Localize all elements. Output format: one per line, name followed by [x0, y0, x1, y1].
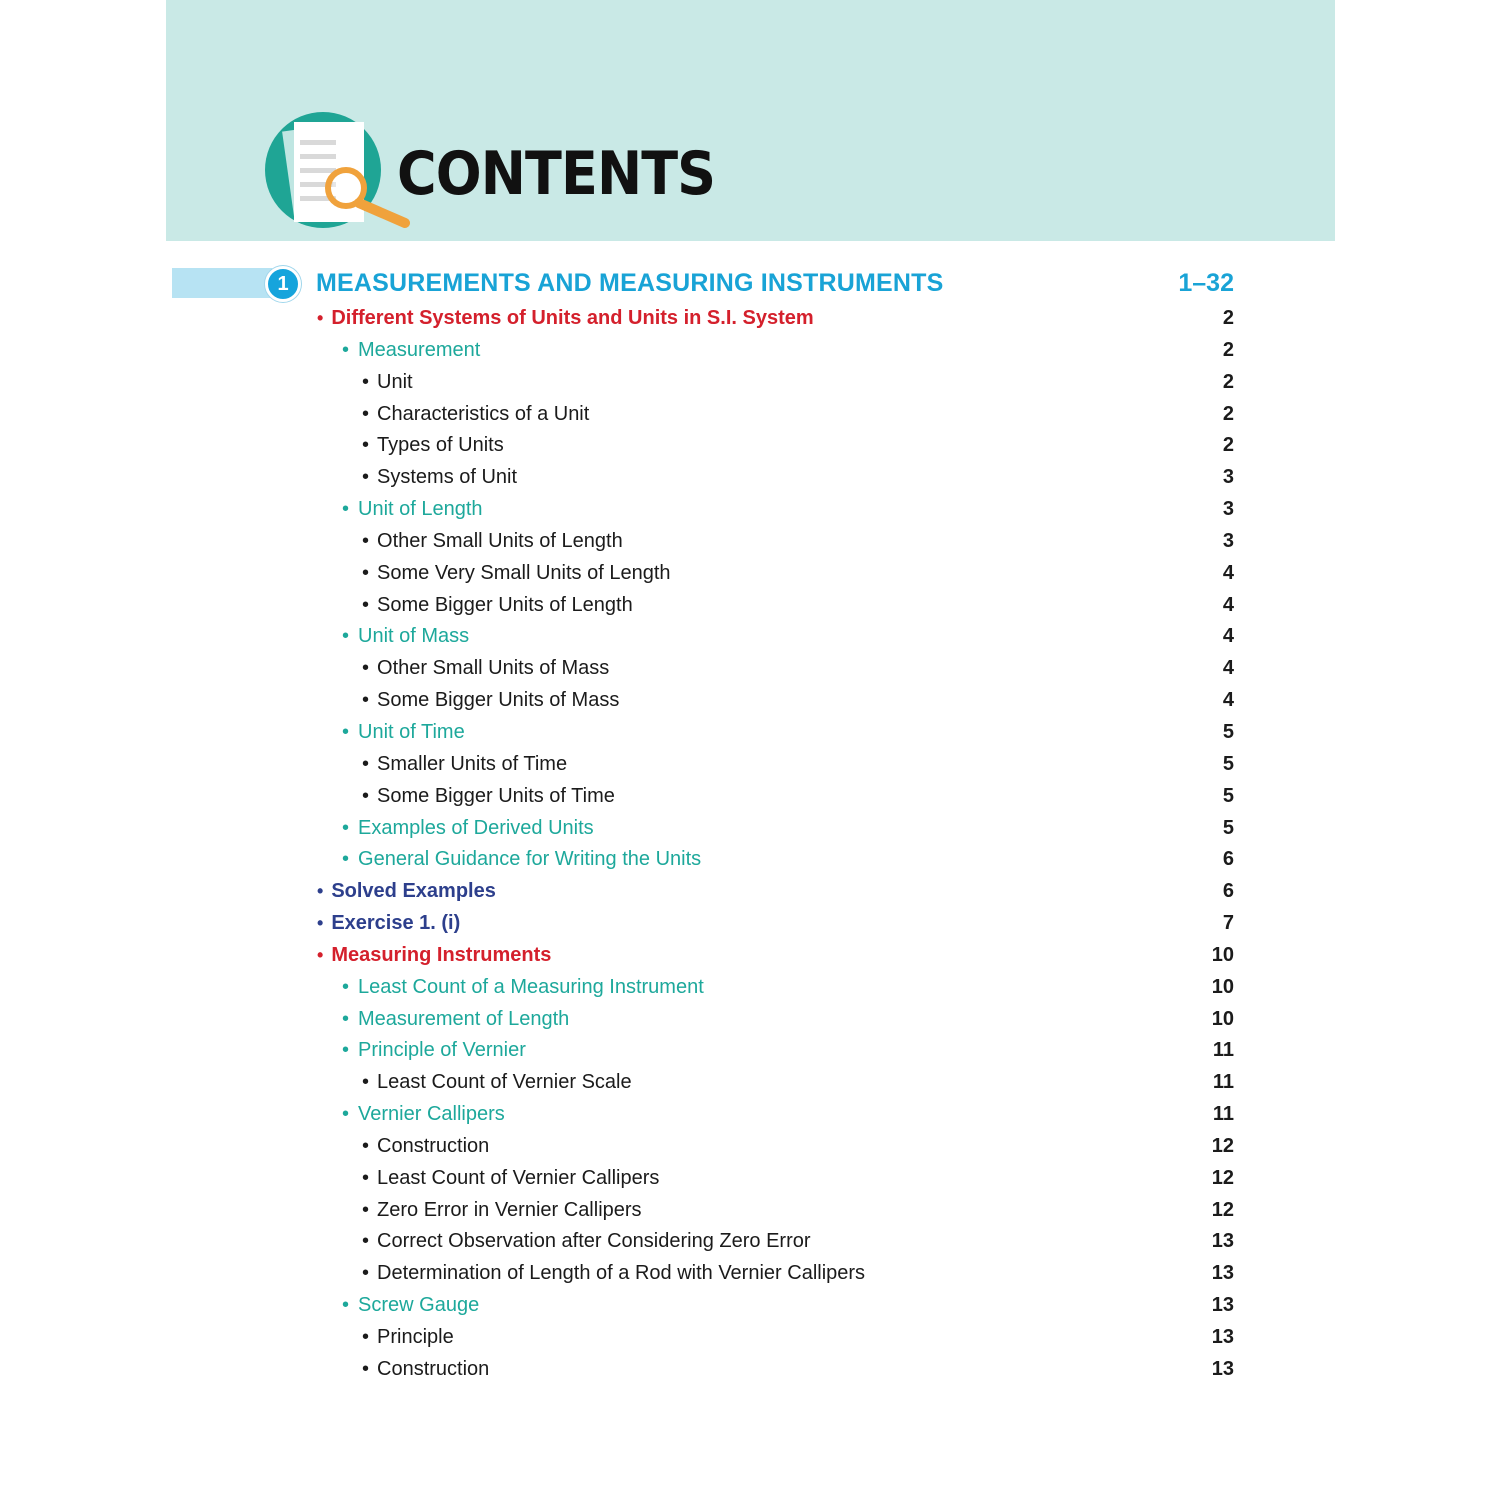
- toc-entry: [0, 461, 1501, 493]
- toc-page-number: 3: [1222, 529, 1234, 552]
- toc-entry-title: [362, 688, 619, 712]
- toc-page-number: 2: [1222, 402, 1234, 425]
- toc-entry: [0, 780, 1501, 812]
- toc-entry-label: Other Small Units of Mass: [377, 657, 610, 680]
- toc-entry-label: Characteristics of a Unit: [377, 402, 590, 425]
- toc-entry-label: Unit of Mass: [358, 625, 470, 648]
- toc-entry-title: [362, 1134, 489, 1158]
- bullet-icon: •: [362, 1134, 370, 1157]
- toc-entry-title: [362, 561, 671, 585]
- toc-entry-label: Least Count of Vernier Scale: [377, 1071, 632, 1094]
- toc-entry: [0, 1034, 1501, 1066]
- bullet-icon: •: [342, 338, 350, 361]
- toc-entry: [0, 716, 1501, 748]
- toc-entry-title: [362, 1198, 642, 1222]
- toc-page-number: 5: [1222, 816, 1234, 839]
- toc-page-number: 6: [1222, 848, 1234, 871]
- toc-entry: [0, 748, 1501, 780]
- toc-entry: [0, 429, 1501, 461]
- toc-entry: [0, 652, 1501, 684]
- toc-page-number: 12: [1211, 1198, 1234, 1221]
- toc-entry-label: Unit: [377, 370, 413, 393]
- toc-page-number: 10: [1211, 1007, 1234, 1030]
- bullet-icon: •: [362, 1071, 370, 1094]
- toc-page-number: 3: [1222, 498, 1234, 521]
- toc-entry: [0, 620, 1501, 652]
- toc-entry-title: [342, 624, 469, 648]
- toc-page-number: 10: [1211, 943, 1234, 966]
- toc-entry-label: Least Count of a Measuring Instrument: [358, 975, 704, 998]
- toc-entry-title: [362, 1229, 811, 1253]
- toc-entry-title: [342, 847, 701, 871]
- toc-entry: [0, 1130, 1501, 1162]
- toc-page-number: 5: [1222, 752, 1234, 775]
- toc-entry: [0, 1321, 1501, 1353]
- toc-entry: [0, 334, 1501, 366]
- chapter-title: MEASUREMENTS AND MEASURING INSTRUMENTS: [316, 269, 944, 297]
- toc-entry-title: [362, 1166, 659, 1190]
- toc-entry: [0, 843, 1501, 875]
- toc-page-number: 2: [1222, 370, 1234, 393]
- chapter-page-range: 1–32: [1178, 269, 1234, 297]
- page-title: CONTENTS: [397, 139, 716, 209]
- bullet-icon: •: [362, 657, 370, 680]
- toc-entry-title: [362, 593, 633, 617]
- bullet-icon: •: [317, 944, 324, 965]
- table-of-contents: [0, 302, 1501, 1385]
- bullet-icon: •: [362, 402, 370, 425]
- toc-entry: [0, 812, 1501, 844]
- bullet-icon: •: [362, 434, 370, 457]
- toc-page-number: 2: [1222, 338, 1234, 361]
- toc-page-number: 13: [1211, 1357, 1234, 1380]
- chapter-number-badge: 1: [265, 266, 301, 302]
- toc-entry-label: Some Bigger Units of Time: [377, 784, 615, 807]
- toc-entry-label: Zero Error in Vernier Callipers: [377, 1198, 642, 1221]
- bullet-icon: •: [342, 625, 350, 648]
- toc-entry-title: [317, 943, 551, 967]
- toc-entry-title: [362, 433, 504, 457]
- toc-entry: [0, 366, 1501, 398]
- bullet-icon: •: [342, 1294, 350, 1317]
- bullet-icon: •: [362, 529, 370, 552]
- toc-page-number: 11: [1212, 1071, 1234, 1094]
- toc-page-number: 13: [1211, 1326, 1234, 1348]
- toc-entry: [0, 1257, 1501, 1289]
- bullet-icon: •: [342, 1103, 350, 1126]
- bullet-icon: •: [317, 913, 324, 934]
- toc-entry-title: [362, 1357, 489, 1381]
- bullet-icon: •: [342, 1007, 350, 1030]
- toc-entry-title: [362, 529, 623, 553]
- toc-entry-label: Correct Observation after Considering Zero Error: [377, 1230, 811, 1253]
- bullet-icon: •: [317, 881, 324, 902]
- toc-entry-label: Other Small Units of Length: [377, 529, 623, 552]
- toc-entry-title: [342, 1007, 569, 1031]
- toc-entry-label: Different Systems of Units and Units in S.I. System: [331, 307, 814, 329]
- toc-entry-label: Measurement of Length: [358, 1007, 570, 1030]
- bullet-icon: •: [342, 1039, 350, 1062]
- toc-page-number: 13: [1211, 1262, 1234, 1285]
- toc-entry-title: [362, 784, 615, 808]
- bullet-icon: •: [362, 370, 370, 393]
- toc-page-number: 11: [1212, 1039, 1234, 1062]
- bullet-icon: •: [362, 1326, 370, 1348]
- toc-entry-title: [362, 370, 413, 394]
- toc-entry-label: Some Bigger Units of Mass: [377, 689, 620, 712]
- toc-entry-title: [342, 720, 465, 744]
- bullet-icon: •: [362, 1166, 370, 1189]
- bullet-icon: •: [362, 466, 370, 489]
- toc-entry-title: [362, 656, 609, 680]
- toc-entry: [0, 557, 1501, 589]
- toc-entry-label: Construction: [377, 1134, 490, 1157]
- bullet-icon: •: [362, 1262, 370, 1285]
- toc-entry-label: Systems of Unit: [377, 466, 518, 489]
- toc-entry: [0, 875, 1501, 907]
- bullet-icon: •: [362, 689, 370, 712]
- toc-page-number: 3: [1222, 466, 1234, 489]
- toc-entry-label: General Guidance for Writing the Units: [358, 848, 702, 871]
- toc-entry-label: Vernier Callipers: [358, 1103, 505, 1126]
- bullet-icon: •: [342, 720, 350, 743]
- toc-entry-title: [317, 911, 460, 935]
- toc-entry-label: Some Very Small Units of Length: [377, 561, 671, 584]
- bullet-icon: •: [362, 561, 370, 584]
- toc-page-number: 5: [1222, 720, 1234, 743]
- toc-page-number: 12: [1211, 1166, 1234, 1189]
- toc-entry-title: [342, 1102, 505, 1126]
- toc-entry: [0, 1003, 1501, 1035]
- toc-entry-label: Determination of Length of a Rod with Vernier Callipers: [377, 1262, 866, 1285]
- bullet-icon: •: [342, 975, 350, 998]
- toc-entry: [0, 907, 1501, 939]
- toc-page-number: 4: [1222, 625, 1234, 648]
- toc-page-number: 10: [1211, 975, 1234, 998]
- toc-entry-title: [342, 497, 483, 521]
- bullet-icon: •: [362, 1357, 370, 1380]
- bullet-icon: •: [342, 848, 350, 871]
- toc-entry-label: Construction: [377, 1357, 490, 1380]
- toc-entry: [0, 1289, 1501, 1321]
- bullet-icon: •: [317, 308, 324, 328]
- bullet-icon: •: [362, 1230, 370, 1253]
- bullet-icon: •: [362, 1198, 370, 1221]
- toc-entry: [0, 971, 1501, 1003]
- toc-entry-title: [362, 1261, 865, 1285]
- toc-page-number: 11: [1212, 1103, 1234, 1126]
- toc-entry: [0, 589, 1501, 621]
- toc-entry: [0, 302, 1501, 334]
- toc-page-number: 4: [1222, 689, 1234, 712]
- toc-page-number: 5: [1222, 784, 1234, 807]
- toc-entry-title: [342, 816, 594, 840]
- toc-entry-title: [317, 879, 496, 903]
- toc-entry: [0, 684, 1501, 716]
- toc-entry: [0, 1066, 1501, 1098]
- toc-page-number: 7: [1222, 912, 1234, 935]
- bullet-icon: •: [362, 752, 370, 775]
- toc-entry: [0, 1098, 1501, 1130]
- toc-entry-label: Measuring Instruments: [331, 943, 552, 966]
- toc-entry-label: Unit of Time: [358, 720, 465, 743]
- bullet-icon: •: [362, 784, 370, 807]
- toc-entry-label: Principle: [377, 1326, 454, 1348]
- toc-entry-title: [362, 1070, 632, 1094]
- toc-page-number: 13: [1211, 1294, 1234, 1317]
- toc-entry-label: Least Count of Vernier Callipers: [377, 1166, 660, 1189]
- toc-page-number: 6: [1222, 880, 1234, 903]
- toc-entry: [0, 493, 1501, 525]
- toc-page-number: 2: [1222, 307, 1234, 329]
- toc-entry: [0, 1162, 1501, 1194]
- toc-page-number: 13: [1211, 1230, 1234, 1253]
- toc-entry-label: Screw Gauge: [358, 1294, 480, 1317]
- toc-entry: [0, 1353, 1501, 1385]
- toc-entry-label: Exercise 1. (i): [331, 912, 461, 935]
- toc-entry-label: Some Bigger Units of Length: [377, 593, 633, 616]
- toc-entry: [0, 398, 1501, 430]
- toc-page-number: 4: [1222, 561, 1234, 584]
- toc-page-number: 4: [1222, 593, 1234, 616]
- toc-entry: [0, 525, 1501, 557]
- chapter-accent-bar: [172, 268, 272, 298]
- toc-entry-title: [362, 752, 567, 776]
- toc-entry-title: [342, 338, 480, 362]
- toc-entry-label: Unit of Length: [358, 498, 483, 521]
- toc-entry-title: [317, 306, 814, 330]
- toc-entry: [0, 939, 1501, 971]
- toc-entry-title: [342, 975, 704, 999]
- toc-entry: [0, 1225, 1501, 1257]
- toc-page-number: 12: [1211, 1134, 1234, 1157]
- toc-entry-label: Types of Units: [377, 434, 504, 457]
- bullet-icon: •: [362, 593, 370, 616]
- toc-entry-label: Principle of Vernier: [358, 1039, 526, 1062]
- toc-page-number: 4: [1222, 657, 1234, 680]
- bullet-icon: •: [342, 816, 350, 839]
- toc-entry-label: Solved Examples: [331, 880, 496, 903]
- toc-entry-label: Examples of Derived Units: [358, 816, 594, 839]
- document-search-icon: [262, 110, 412, 235]
- toc-entry-title: [342, 1038, 526, 1062]
- toc-entry: [0, 1194, 1501, 1226]
- toc-page-number: 2: [1222, 434, 1234, 457]
- toc-entry-title: [362, 402, 589, 426]
- toc-entry-label: Smaller Units of Time: [377, 752, 568, 775]
- toc-entry-label: Measurement: [358, 338, 481, 361]
- toc-entry-title: [342, 1293, 479, 1317]
- toc-entry-title: [362, 1325, 454, 1349]
- toc-entry-title: [362, 465, 517, 489]
- bullet-icon: •: [342, 498, 350, 521]
